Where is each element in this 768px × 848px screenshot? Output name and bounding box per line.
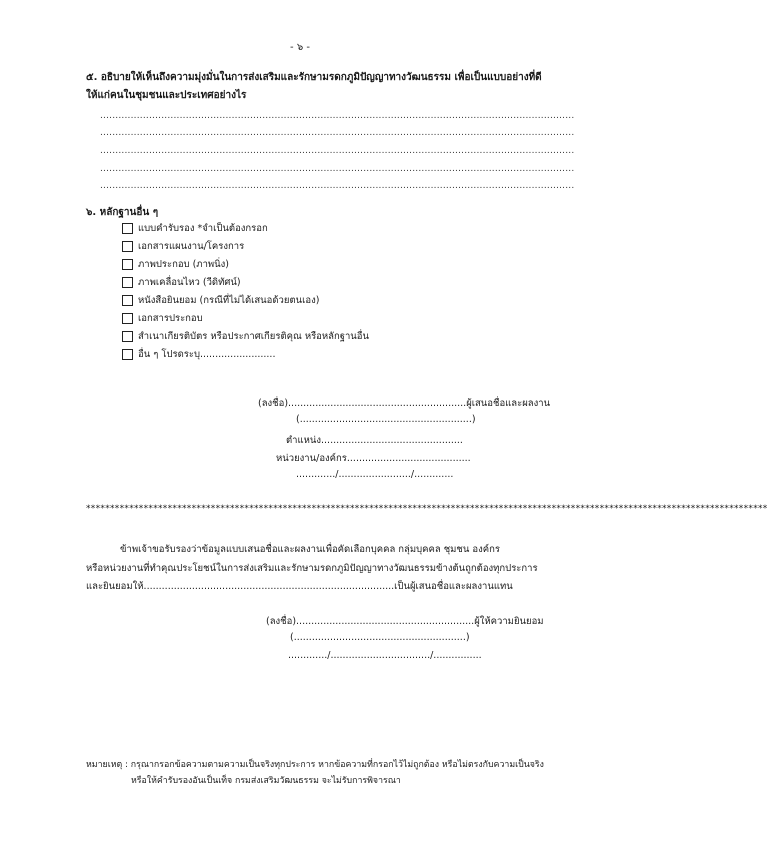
consent-line3[interactable]: และยินยอมให้...................................................................................เป็นผู้เสนอชื่อและผลงานแทน (86, 581, 513, 592)
answer-line[interactable]: ........................................................................................................................................................... (100, 181, 575, 191)
section-divider: ********************************************************************************************************************************************** (86, 504, 768, 514)
section5-title-line1: ๕. อธิบายให้เห็นถึงความมุ่งมั่นในการส่งเสริมและรักษามรดกภูมิปัญญาทางวัฒนธรรม เพื่อเป็นแบบอย่างที่ดี (86, 72, 542, 83)
consent-line1: ข้าพเจ้าขอรับรองว่าข้อมูลแบบเสนอชื่อและผลงานเพื่อคัดเลือกบุคคล กลุ่มบุคคล ชุมชน องค์กร (120, 544, 500, 555)
section6-title: ๖. หลักฐานอื่น ๆ (86, 207, 159, 218)
nominator-agency-line[interactable]: หน่วยงาน/องค์กร......................................... (276, 453, 471, 464)
checkbox[interactable] (122, 349, 133, 360)
page-number: - ๖ - (290, 42, 310, 53)
evidence-item-label: เอกสารแผนงาน/โครงการ (138, 240, 245, 252)
evidence-item-label: อื่น ๆ โปรดระบุ......................... (138, 348, 276, 360)
answer-line[interactable]: ........................................................................................................................................................... (100, 164, 575, 174)
checkbox[interactable] (122, 313, 133, 324)
evidence-item-certification-form[interactable] (122, 220, 268, 236)
evidence-item-label: เอกสารประกอบ (138, 312, 203, 324)
evidence-item-consent-letter[interactable] (122, 292, 319, 308)
nominator-name-line[interactable]: (.........................................................) (296, 414, 476, 425)
checkbox[interactable] (122, 295, 133, 306)
consent-line2: หรือหน่วยงานที่ทำคุณประโยชน์ในการส่งเสริมและรักษามรดกภูมิปัญญาทางวัฒนธรรมข้างต้นถูกต้องทุกประการ (86, 563, 538, 574)
evidence-item-certificate-copy[interactable] (122, 328, 369, 344)
evidence-item-label: ภาพประกอบ (ภาพนิ่ง) (138, 258, 230, 270)
nominator-position-line[interactable]: ตำแหน่ง............................................... (286, 435, 463, 446)
evidence-item-label: สำเนาเกียรติบัตร หรือประกาศเกียรติคุณ หรือหลักฐานอื่น (138, 330, 369, 342)
evidence-item-label: แบบคำรับรอง *จำเป็นต้องกรอก (138, 222, 268, 234)
checkbox[interactable] (122, 223, 133, 234)
nominator-date-line[interactable]: ............./......................../............. (296, 469, 454, 480)
note-line2: หรือให้คำรับรองอันเป็นเท็จ กรมส่งเสริมวัฒนธรรม จะไม่รับการพิจารณา (131, 776, 401, 786)
checkbox[interactable] (122, 241, 133, 252)
consenter-name-line[interactable]: (.........................................................) (290, 632, 470, 643)
evidence-item-other[interactable] (122, 346, 275, 362)
answer-line[interactable]: ........................................................................................................................................................... (100, 146, 575, 156)
section5-title-line2: ให้แก่คนในชุมชนและประเทศอย่างไร (86, 90, 247, 101)
evidence-item-label: ภาพเคลื่อนไหว (วีดิทัศน์) (138, 276, 241, 288)
answer-line[interactable]: ........................................................................................................................................................... (100, 111, 575, 121)
answer-line[interactable]: ........................................................................................................................................................... (100, 128, 575, 138)
evidence-item-supporting-document[interactable] (122, 310, 203, 326)
note-line1: หมายเหตุ : กรุณากรอกข้อความตามความเป็นจริงทุกประการ หากข้อความที่กรอกไว้ไม่ถูกต้อง หรือไม่ตรงกับความเป็นจริง (86, 760, 544, 770)
checkbox[interactable] (122, 331, 133, 342)
consenter-date-line[interactable]: ............./................................./................ (288, 650, 482, 661)
evidence-item-photos[interactable] (122, 256, 229, 272)
nominator-sign-line[interactable]: (ลงชื่อ)...........................................................ผู้เสนอชื่อและผลงาน (258, 398, 551, 409)
evidence-item-project-document[interactable] (122, 238, 244, 254)
evidence-item-video[interactable] (122, 274, 241, 290)
checkbox[interactable] (122, 277, 133, 288)
evidence-item-label: หนังสือยินยอม (กรณีที่ไม่ได้เสนอด้วยตนเอง) (138, 294, 320, 306)
consenter-sign-line[interactable]: (ลงชื่อ)...........................................................ผู้ให้ความยินยอม (266, 616, 544, 627)
checkbox[interactable] (122, 259, 133, 270)
